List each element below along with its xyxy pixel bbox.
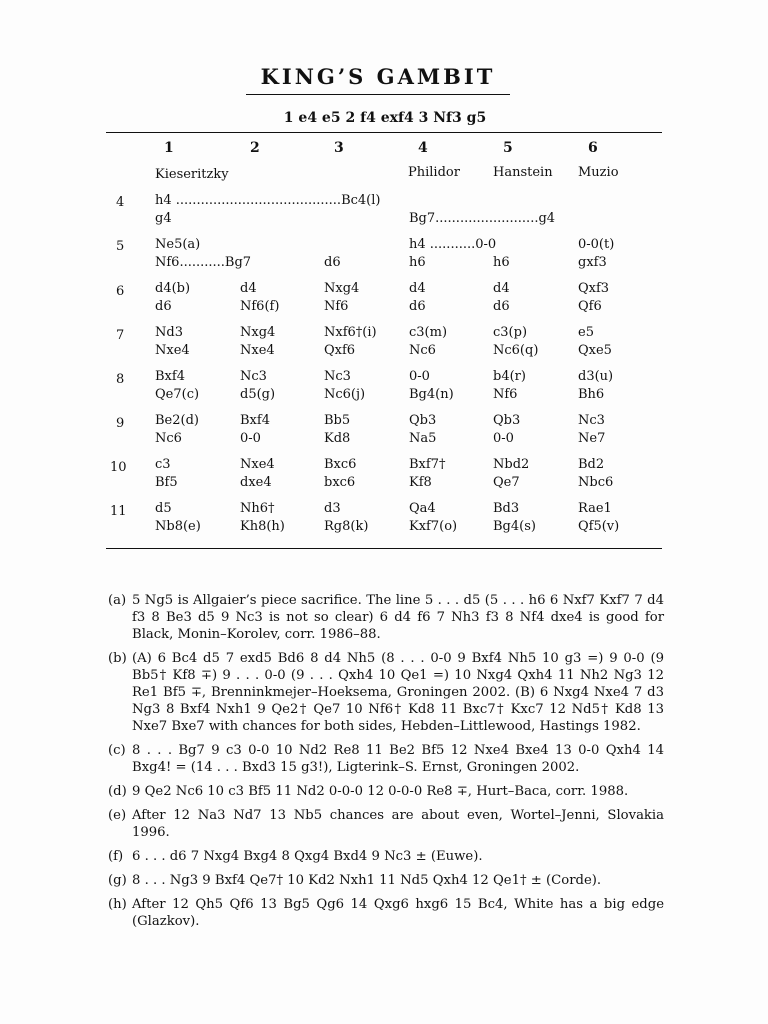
table-top-rule xyxy=(106,132,662,133)
black-move: Kf8 xyxy=(409,475,432,490)
black-move: Nc6 xyxy=(409,343,436,358)
white-move: Nxg4 xyxy=(324,281,360,296)
variation-name: Hanstein xyxy=(493,165,553,180)
move-number: 9 xyxy=(116,416,125,431)
black-move: Qxe5 xyxy=(578,343,612,358)
column-header: 4 xyxy=(418,140,428,156)
white-move: Nbd2 xyxy=(493,457,530,472)
white-move: d4 xyxy=(240,281,257,296)
white-move: Bxc6 xyxy=(324,457,357,472)
black-move: Qf6 xyxy=(578,299,602,314)
white-move: d4(b) xyxy=(155,281,191,296)
white-move: d3(u) xyxy=(578,369,614,384)
white-move: Nc3 xyxy=(240,369,267,384)
move-number: 8 xyxy=(116,372,125,387)
black-move: Nf6...........Bg7 xyxy=(155,255,252,270)
white-move: Nxf6†(i) xyxy=(324,325,377,340)
footnote xyxy=(108,872,664,889)
column-header: 6 xyxy=(588,140,598,156)
white-move: c3(m) xyxy=(409,325,448,340)
footnote-label: (e) xyxy=(108,808,127,823)
white-move: Bb5 xyxy=(324,413,351,428)
black-move: Nbc6 xyxy=(578,475,614,490)
opening-moves: 1 e4 e5 2 f4 exf4 3 Nf3 g5 xyxy=(283,110,487,126)
footnote-text: After 12 Na3 Nd7 13 Nb5 chances are about even, Wortel–Jenni, Slovakia 1996. xyxy=(132,808,664,840)
black-move: Kd8 xyxy=(324,431,351,446)
white-move: Nxe4 xyxy=(240,457,275,472)
black-move: g4 xyxy=(155,211,172,226)
white-move: Bd2 xyxy=(578,457,605,472)
footnote xyxy=(108,592,664,643)
variation-name: Philidor xyxy=(408,165,460,180)
black-move: Nxe4 xyxy=(240,343,275,358)
black-move: Nf6 xyxy=(493,387,518,402)
black-move: Kxf7(o) xyxy=(409,519,458,534)
footnote-text: 5 Ng5 is Allgaier’s piece sacrifice. The line 5 . . . d5 (5 . . . h6 6 Nxf7 Kxf7 7 d4 f3 8 Be3 d5 9 Nc3 is not so clear) 6 d4 f6 7 Nh3 f3 8 Nf4 dxe4 is good for Black, Monin–Korolev, corr. 1986–88. xyxy=(132,593,664,642)
move-number: 11 xyxy=(110,504,127,519)
move-number: 7 xyxy=(116,328,125,343)
black-move: Nc6(j) xyxy=(324,387,366,402)
black-move: Bf5 xyxy=(155,475,178,490)
black-move: d6 xyxy=(324,255,341,270)
black-move: Nf6(f) xyxy=(240,299,280,314)
move-number: 5 xyxy=(116,239,125,254)
white-move: d3 xyxy=(324,501,341,516)
white-move: c3 xyxy=(155,457,171,472)
white-move: 0-0 xyxy=(409,369,430,384)
black-move: gxf3 xyxy=(578,255,607,270)
black-move: h6 xyxy=(409,255,426,270)
footnote xyxy=(108,742,664,776)
black-move: d5(g) xyxy=(240,387,276,402)
column-header: 2 xyxy=(250,140,260,156)
footnote-text: 8 . . . Ng3 9 Bxf4 Qe7† 10 Kd2 Nxh1 11 Nd5 Qxh4 12 Qe1† ± (Corde). xyxy=(132,873,602,888)
black-move: Nb8(e) xyxy=(155,519,201,534)
white-move: Be2(d) xyxy=(155,413,199,428)
table-bottom-rule xyxy=(106,548,662,549)
black-move: Qf5(v) xyxy=(578,519,620,534)
footnote-label: (g) xyxy=(108,873,127,888)
white-move: Ne5(a) xyxy=(155,237,201,252)
column-header: 3 xyxy=(334,140,344,156)
black-move: Bh6 xyxy=(578,387,605,402)
white-move: Qxf3 xyxy=(578,281,610,296)
footnote-label: (a) xyxy=(108,593,127,608)
black-move: Nc6(q) xyxy=(493,343,539,358)
white-move: Qb3 xyxy=(493,413,521,428)
white-move: Nh6† xyxy=(240,501,275,516)
black-move: dxe4 xyxy=(240,475,272,490)
footnote-text: (A) 6 Bc4 d5 7 exd5 Bd6 8 d4 Nh5 (8 . . . 0-0 9 Bxf4 Nh5 10 g3 =) 9 0-0 (9 Bb5† Kf8 ∓) 9 . . . 0-0 (9 . . . Qxh4 10 Qe1 =) 10 Nxg4 Qxh4 11 Nh2 Ng3 12 Re1 Bf5 ∓, Brenninkmejer–Hoeksema, Groningen 2002. (B) 6 Nxg4 Nxe4 7 d3 Ng3 8 Bxf4 Nxh1 9 Qe2† Qe7 10 Nf6† Kd8 11 Bxc7† Kxc7 12 Nd5† Kd8 13 Nxe7 Bxe7 with chances for both sides, Hebden–Littlewood, Hastings 1982. xyxy=(132,651,664,734)
footnote-text: 8 . . . Bg7 9 c3 0-0 10 Nd2 Re8 11 Be2 Bf5 12 Nxe4 Bxe4 13 0-0 Qxh4 14 Bxg4! = (14 . . . Bxd3 15 g3!), Ligterink–S. Ernst, Groningen 2002. xyxy=(132,743,664,775)
white-move: d4 xyxy=(409,281,426,296)
black-move: d6 xyxy=(409,299,426,314)
footnote-label: (c) xyxy=(108,743,126,758)
column-header: 1 xyxy=(164,140,174,156)
black-move: Kh8(h) xyxy=(240,519,285,534)
white-move: Nxg4 xyxy=(240,325,276,340)
black-move: 0-0 xyxy=(493,431,514,446)
black-move: d6 xyxy=(155,299,172,314)
footnote xyxy=(108,783,664,800)
footnote-text: After 12 Qh5 Qf6 13 Bg5 Qg6 14 Qxg6 hxg6 15 Bc4, White has a big edge (Glazkov). xyxy=(132,897,664,929)
black-move: Bg4(s) xyxy=(493,519,536,534)
footnotes xyxy=(108,592,664,937)
footnote xyxy=(108,896,664,930)
move-number: 4 xyxy=(116,195,125,210)
black-move: Rg8(k) xyxy=(324,519,369,534)
white-move: h4 ...........0-0 xyxy=(409,237,497,252)
page-title: KING’S GAMBIT xyxy=(260,64,496,89)
move-number: 6 xyxy=(116,284,125,299)
variation-name: Muzio xyxy=(578,165,619,180)
black-move: Qe7 xyxy=(493,475,520,490)
footnote-label: (h) xyxy=(108,897,127,912)
black-move: 0-0 xyxy=(240,431,261,446)
white-move: e5 xyxy=(578,325,594,340)
white-move: Qb3 xyxy=(409,413,437,428)
white-move: Nc3 xyxy=(578,413,605,428)
black-move: Nxe4 xyxy=(155,343,190,358)
footnote xyxy=(108,848,664,865)
black-move: Bg4(n) xyxy=(409,387,454,402)
footnote xyxy=(108,650,664,735)
variation-name: Kieseritzky xyxy=(155,167,229,182)
white-move: c3(p) xyxy=(493,325,528,340)
column-header: 5 xyxy=(503,140,513,156)
black-move: h6 xyxy=(493,255,510,270)
white-move: Qa4 xyxy=(409,501,436,516)
footnote-label: (b) xyxy=(108,651,127,666)
white-move: Bxf4 xyxy=(240,413,270,428)
title-underline xyxy=(246,94,510,95)
black-move: Qe7(c) xyxy=(155,387,200,402)
white-move: Nc3 xyxy=(324,369,351,384)
white-move: b4(r) xyxy=(493,369,526,384)
white-move: h4 ........................................Bc4(l) xyxy=(155,193,381,208)
black-move: Ne7 xyxy=(578,431,606,446)
black-move: d6 xyxy=(493,299,510,314)
black-move: Nc6 xyxy=(155,431,182,446)
white-move: Rae1 xyxy=(578,501,612,516)
black-move: Qxf6 xyxy=(324,343,356,358)
black-move: bxc6 xyxy=(324,475,356,490)
footnote-text: 9 Qe2 Nc6 10 c3 Bf5 11 Nd2 0-0-0 12 0-0-0 Re8 ∓, Hurt–Baca, corr. 1988. xyxy=(132,784,629,799)
footnote-label: (d) xyxy=(108,784,127,799)
footnote-text: 6 . . . d6 7 Nxg4 Bxg4 8 Qxg4 Bxd4 9 Nc3 ± (Euwe). xyxy=(132,849,483,864)
footnote-label: (f) xyxy=(108,849,124,864)
black-move: Nf6 xyxy=(324,299,349,314)
move-number: 10 xyxy=(110,460,127,475)
white-move: Bxf7† xyxy=(409,457,446,472)
white-move: Nd3 xyxy=(155,325,183,340)
white-move: Bd3 xyxy=(493,501,520,516)
footnote xyxy=(108,807,664,841)
white-move: 0-0(t) xyxy=(578,237,615,252)
white-move: d5 xyxy=(155,501,172,516)
white-move: d4 xyxy=(493,281,510,296)
white-move: Bxf4 xyxy=(155,369,185,384)
black-move: Na5 xyxy=(409,431,437,446)
black-move: Bg7.........................g4 xyxy=(409,211,556,226)
